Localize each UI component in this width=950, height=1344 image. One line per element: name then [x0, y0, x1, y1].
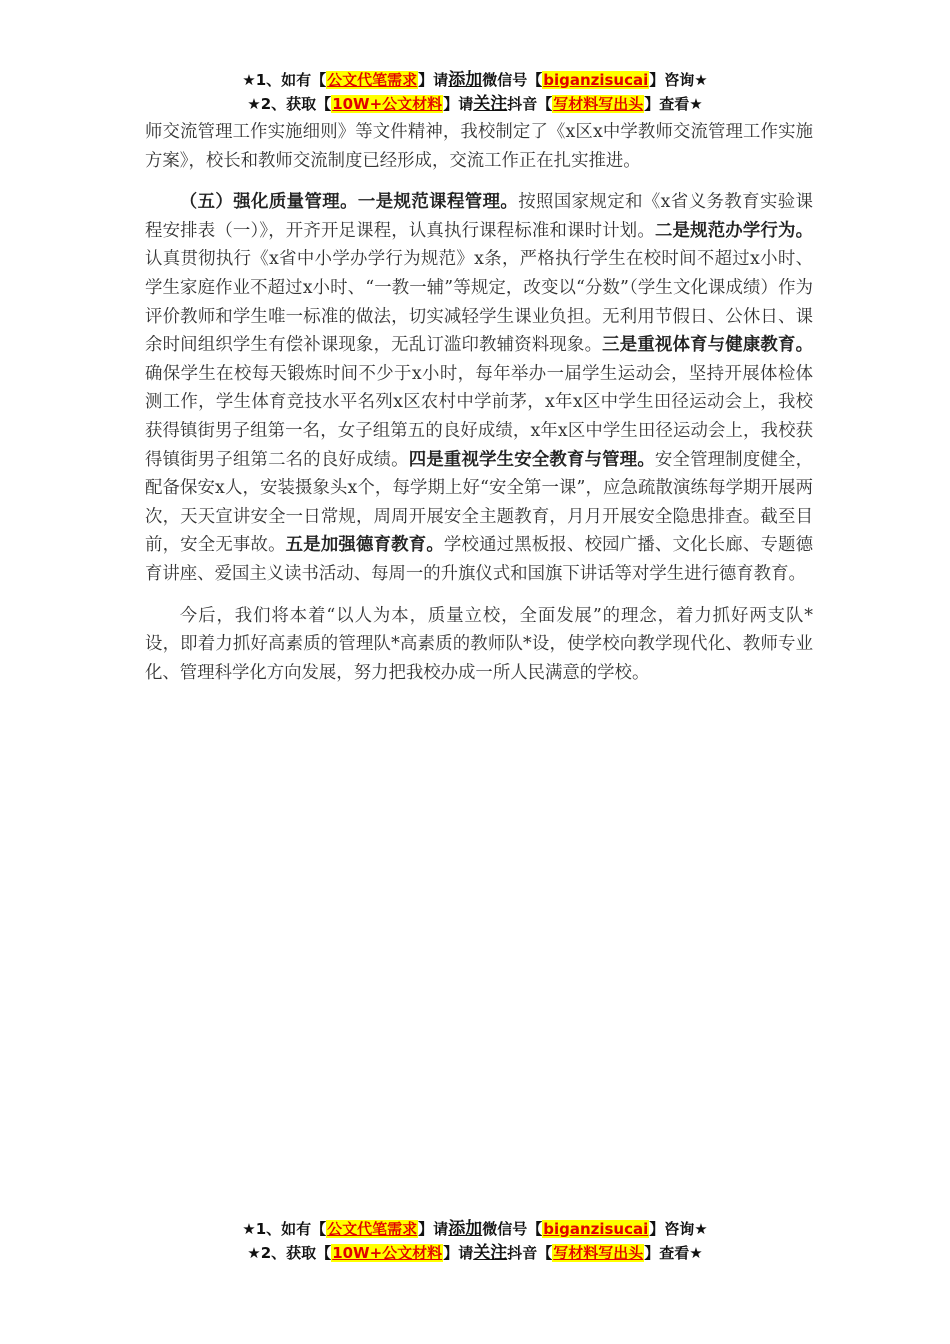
promo-emphasis: 添加: [448, 1219, 483, 1239]
point-heading: 四是重视学生安全教育与管理。: [408, 449, 655, 470]
promo-highlight[interactable]: 公文代笔需求: [327, 71, 418, 89]
point-text: 确保学生在校每天锻炼时间不少于x小时，每年举办一届学生运动会，坚持开展体检体测工作，学生体育竞技水平名列x区农村中学前茅，x年x区中学生田径运动会上，我校获得镇街男子组第一名，女子组第五的良好成绩，x年x区中学生田径运动会上，我校获得镇街男子组第二名的良好成绩。: [145, 363, 813, 470]
section-heading: （五）强化质量管理。: [179, 192, 358, 213]
point-text: 按照国家规定和《x省义务教育实验课程安排表（一）》，开齐开足课程，认真执行课程标准和课时计划。: [145, 192, 813, 241]
point-heading: 五是加强德育教育。: [285, 535, 444, 556]
promo-highlight[interactable]: 公文代笔需求: [327, 1220, 418, 1238]
point-heading: 二是规范办学行为。: [654, 220, 813, 241]
promo-text: 】请: [418, 71, 449, 89]
promo-text: 抖音【: [507, 1244, 553, 1262]
promo-text: 】咨询★: [649, 71, 708, 89]
paragraph-exchange-mechanism: 师交流管理工作实施细则》等文件精神，我校制定了《x区x中学教师交流管理工作实施方案》，校长和教师交流制度已经形成，交流工作正在扎实推进。: [145, 122, 813, 171]
promo-highlight[interactable]: 10W+公文材料: [332, 1244, 443, 1262]
point-text: 学校通过黑板报、校园广播、文化长廊、专题德育讲座、爱国主义读书活动、每周一的升旗仪式和国旗下讲话等对学生进行德育教育。: [145, 535, 813, 584]
promo-line-2: [0, 1241, 950, 1265]
promo-wechat-id[interactable]: biganzisucai: [543, 71, 649, 89]
promo-line-1: [0, 68, 950, 92]
paragraph-conclusion: 今后，我们将本着“以人为本，质量立校，全面发展”的理念，着力抓好两支队*设，即着力抓好高素质的管理队*高素质的教师队*设，使学校向教学现代化、教师专业化、管理科学化方向发展，努力把我校办成一所人民满意的学校。: [145, 605, 813, 683]
promo-highlight[interactable]: 10W+公文材料: [332, 95, 443, 113]
point-heading: 一是规范课程管理。: [357, 192, 519, 213]
promo-text: ★1、如有【: [242, 1220, 327, 1238]
promo-line-1: [0, 1217, 950, 1241]
point-text: 认真贯彻执行《x省中小学办学行为规范》x条，严格执行学生在校时间不超过x小时、学生家庭作业不超过x小时、“一教一辅”等规定，改变以“分数”（学生文化课成绩）作为评价教师和学生唯一标准的做法，切实减轻学生课业负担。无利用节假日、公休日、课余时间组织学生有偿补课现象，无乱订滥印教辅资料现象。: [145, 249, 813, 356]
promo-text: 微信号【: [482, 71, 543, 89]
promo-text: 】查看★: [644, 1244, 703, 1262]
promo-text: ★2、获取【: [247, 1244, 332, 1262]
bottom-promo-banner: [0, 1217, 950, 1265]
paragraph-quality-management: [145, 188, 813, 588]
document-body: [145, 118, 813, 687]
promo-emphasis: 关注: [473, 1243, 508, 1263]
point-heading: 三是重视体育与健康教育。: [602, 335, 813, 356]
promo-text: 】查看★: [644, 95, 703, 113]
promo-line-2: [0, 92, 950, 116]
promo-wechat-id[interactable]: biganzisucai: [543, 1220, 649, 1238]
promo-emphasis: 添加: [448, 70, 483, 90]
promo-text: ★2、获取【: [247, 95, 332, 113]
promo-text: 微信号【: [482, 1220, 543, 1238]
promo-text: 】咨询★: [649, 1220, 708, 1238]
promo-douyin-account[interactable]: 写材料写出头: [553, 1244, 644, 1262]
promo-douyin-account[interactable]: 写材料写出头: [553, 95, 644, 113]
promo-text: 】请: [443, 1244, 474, 1262]
top-promo-banner: [0, 68, 950, 116]
promo-text: 抖音【: [507, 95, 553, 113]
point-text: 安全管理制度健全，配备保安x人，安装摄象头x个，每学期上好“安全第一课”，应急疏散演练每学期开展两次，天天宣讲安全一日常规，周周开展安全主题教育，月月开展安全隐患排查。截至目前，安全无事故。: [145, 449, 813, 556]
promo-emphasis: 关注: [473, 94, 508, 114]
promo-text: 】请: [443, 95, 474, 113]
promo-text: ★1、如有【: [242, 71, 327, 89]
promo-text: 】请: [418, 1220, 449, 1238]
